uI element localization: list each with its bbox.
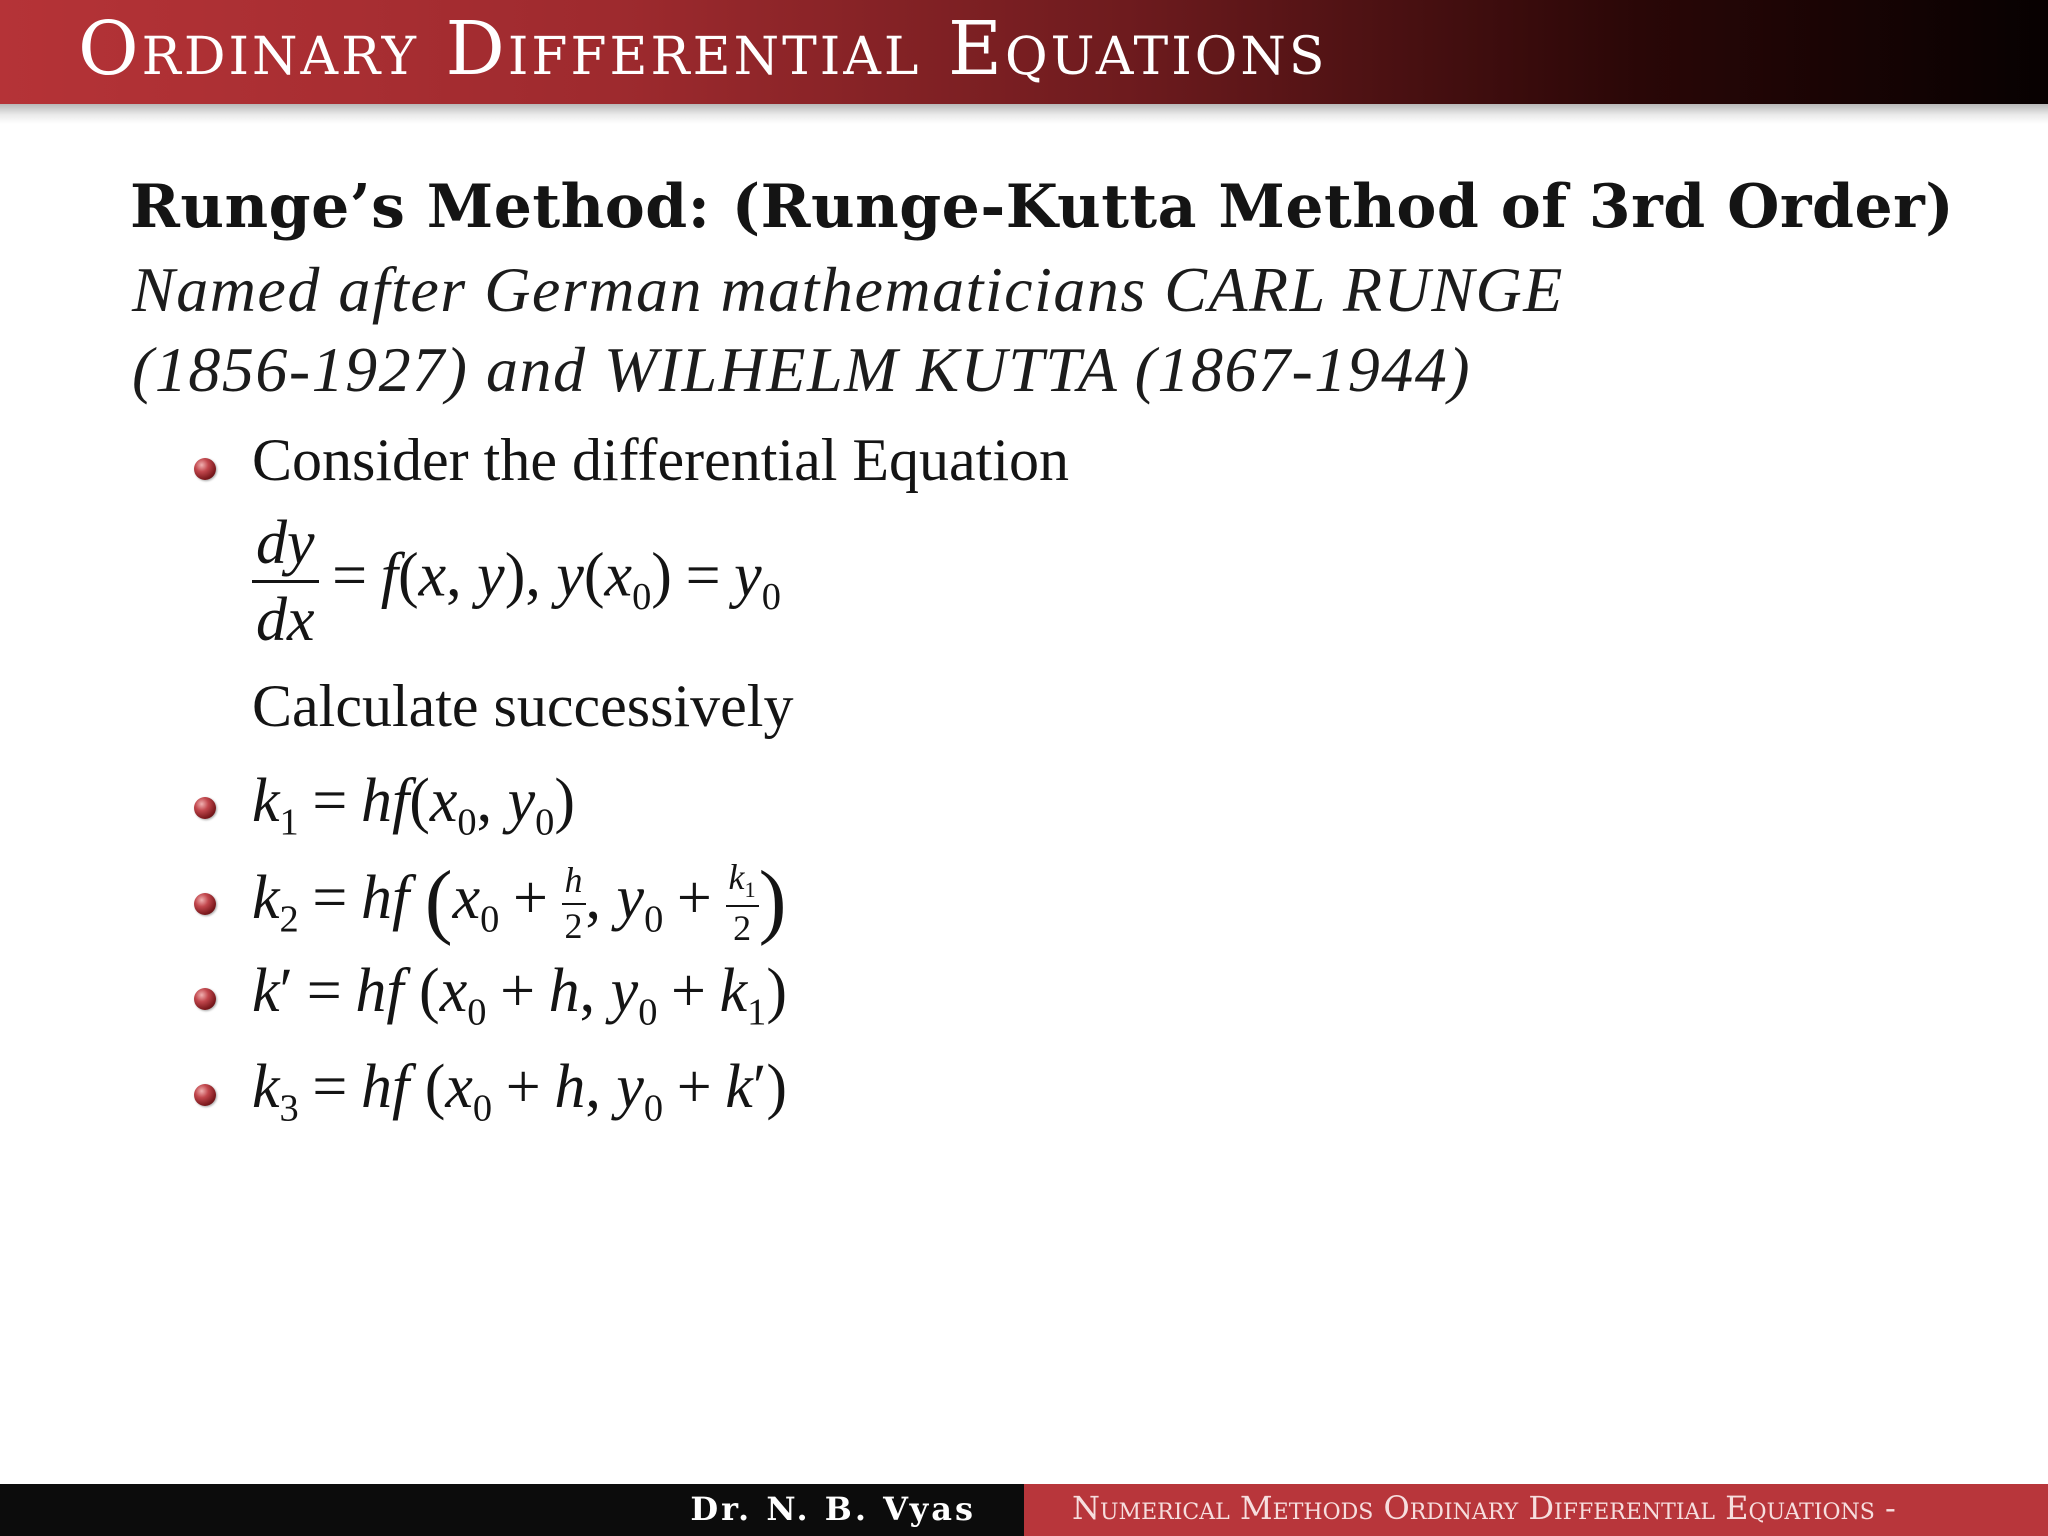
fraction-dy-dx: $\frac{dy}{dx}$ bbox=[252, 512, 319, 651]
footer-title: Numerical Methods Ordinary Differential Equations - bbox=[1072, 1489, 1896, 1527]
equation-k3: $k_3$ = hf ($x_0 + h$, $y_0 + k'$) bbox=[252, 1053, 788, 1130]
fraction-k1-2: $\frac{k_1}{2}$ bbox=[726, 860, 759, 947]
subtitle-line-2: (1856-1927) and WILHELM KUTTA (1867-1944) bbox=[132, 334, 1472, 405]
frame-title: Runge’s Method: (Runge-Kutta Method of 3rd Order) bbox=[130, 172, 1955, 242]
footer-author: Dr. N. B. Vyas bbox=[690, 1490, 976, 1528]
header-bar bbox=[0, 0, 2048, 104]
header-title: Ordinary Differential Equations bbox=[78, 6, 1328, 92]
header-shadow bbox=[0, 104, 2048, 124]
footer-title-bar bbox=[1024, 1484, 2048, 1536]
footer-author-bar bbox=[0, 1484, 1024, 1536]
subtitle-line-1: Named after German mathematicians CARL RUNGE bbox=[132, 254, 1564, 325]
bullet-icon bbox=[194, 988, 216, 1010]
equation-k2: $k_2$ = hf ($x_0$ + $\frac{h}{2}$ , $y_0$ + $\frac{k_1}{2}$ ) bbox=[252, 854, 787, 949]
equation-k-prime: k′ = hf ($x_0 + h$, $y_0 + k_1$) bbox=[252, 957, 788, 1034]
frame-subtitle bbox=[132, 250, 1732, 410]
equation-ode: $\frac{dy}{dx}$ = f(x, y), $y(x_0) = y_0$ bbox=[252, 512, 781, 651]
bullet-icon bbox=[194, 458, 216, 480]
equation-k1: $k_1 = hf(x_0$, $y_0$) bbox=[252, 767, 576, 844]
bullet-icon bbox=[194, 797, 216, 819]
calculate-text: Calculate successively bbox=[252, 673, 794, 739]
bullet-text-consider: Consider the differential Equation bbox=[252, 427, 1070, 493]
bullet-icon bbox=[194, 1084, 216, 1106]
fraction-h-2: $\frac{h}{2}$ bbox=[562, 863, 586, 945]
bullet-icon bbox=[194, 893, 216, 915]
